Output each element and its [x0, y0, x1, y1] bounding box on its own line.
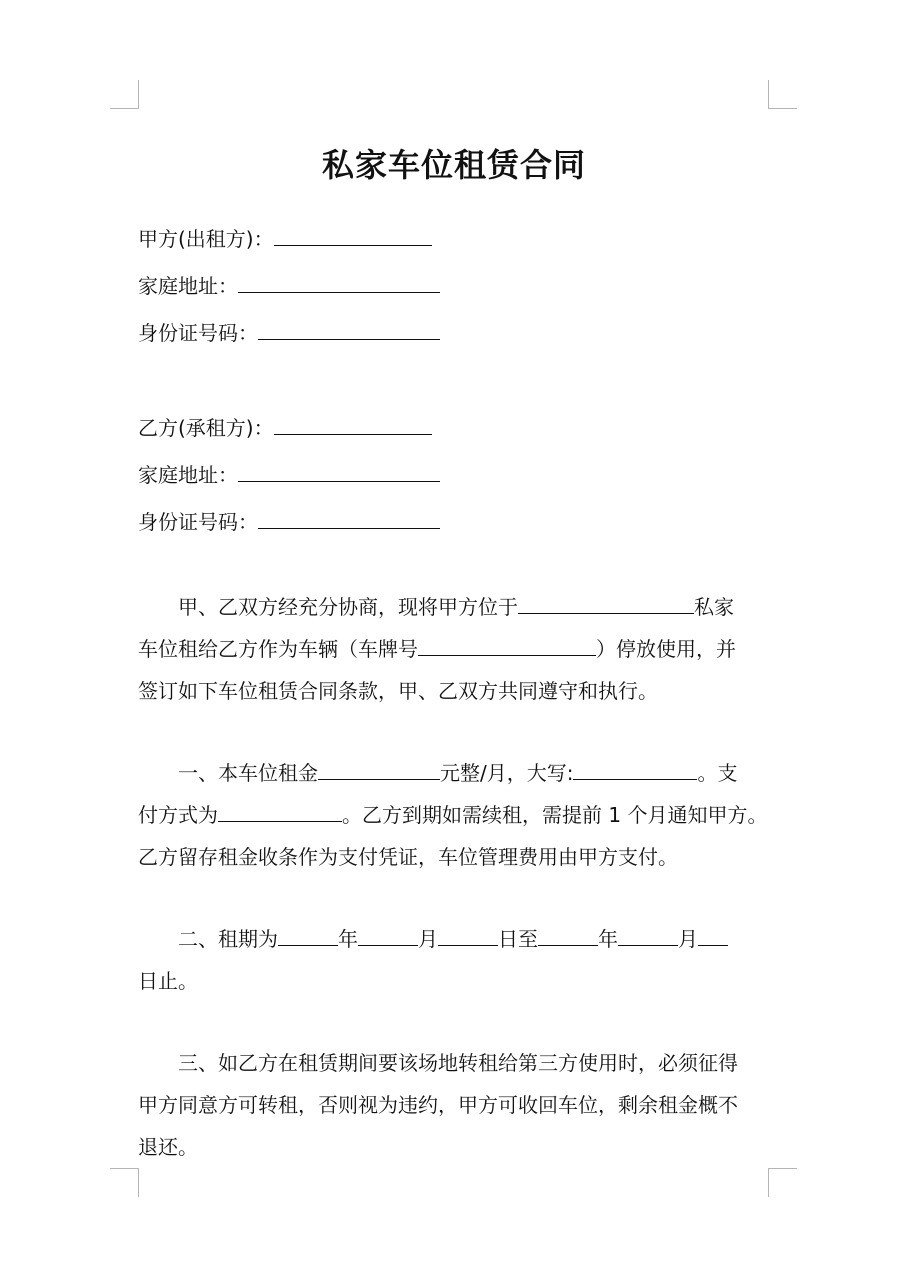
end-month-blank[interactable]	[618, 925, 678, 946]
clause-1-text-1a: 一、本车位租金	[178, 761, 318, 785]
clause-2-paragraph	[138, 918, 778, 1002]
clause-2-year-2: 年	[598, 927, 618, 951]
party-b-id-field	[138, 507, 440, 537]
clause-1-line-3: 乙方留存租金收条作为支付凭证，车位管理费用由甲方支付。	[138, 845, 678, 869]
clause-2-day-to: 日至	[498, 927, 538, 951]
clause-1-text-1b: 元整/月，大写:	[440, 761, 574, 785]
rent-amount-blank[interactable]	[318, 759, 440, 780]
clause-3-line-1: 三、如乙方在租赁期间要该场地转租给第三方使用时，必须征得	[178, 1051, 738, 1075]
crop-mark-top-left	[110, 80, 139, 109]
clause-2-line-2: 日止。	[138, 969, 198, 993]
clause-1-line-2	[138, 794, 778, 836]
party-a-name-field	[138, 224, 432, 254]
end-year-blank[interactable]	[538, 925, 598, 946]
party-b-address-blank[interactable]	[238, 461, 440, 482]
clause-1-text-2a: 付方式为	[138, 803, 218, 827]
clause-2-text-lead: 二、租期为	[178, 927, 278, 951]
crop-mark-bottom-right	[768, 1168, 797, 1197]
party-a-address-label: 家庭地址：	[138, 274, 238, 298]
rent-amount-words-blank[interactable]	[573, 759, 697, 780]
party-b-name-blank[interactable]	[274, 414, 432, 435]
intro-line-2	[138, 628, 778, 670]
party-a-id-field	[138, 318, 440, 348]
clause-2-year-1: 年	[338, 927, 358, 951]
clause-2-month-1: 月	[418, 927, 438, 951]
clause-3-paragraph	[138, 1042, 778, 1168]
clause-1-text-2b: 。乙方到期如需续租，需提前 1 个月通知甲方。	[342, 803, 768, 827]
party-b-id-label: 身份证号码：	[138, 510, 258, 534]
party-a-label: 甲方(出租方)：	[138, 227, 274, 251]
clause-1-text-1c: 。支	[697, 761, 738, 785]
crop-mark-bottom-left	[110, 1168, 139, 1197]
clause-3-line-2: 甲方同意方可转租，否则视为违约，甲方可收回车位，剩余租金概不	[138, 1093, 738, 1117]
party-a-address-blank[interactable]	[238, 272, 440, 293]
intro-line-3: 签订如下车位租赁合同条款，甲、乙双方共同遵守和执行。	[138, 679, 658, 703]
party-a-address-field	[138, 271, 440, 301]
party-a-id-blank[interactable]	[258, 319, 440, 340]
intro-line-1	[138, 586, 778, 628]
clause-1-line-1	[138, 752, 778, 794]
party-b-address-label: 家庭地址：	[138, 463, 238, 487]
plate-number-blank[interactable]	[418, 635, 596, 656]
start-year-blank[interactable]	[278, 925, 338, 946]
intro-text-2b: ）停放使用，并	[596, 637, 736, 661]
party-b-address-field	[138, 460, 440, 490]
intro-text-1a: 甲、乙双方经充分协商，现将甲方位于	[178, 595, 518, 619]
clause-1-paragraph	[138, 752, 778, 878]
intro-text-2a: 车位租给乙方作为车辆（车牌号	[138, 637, 418, 661]
party-b-name-field	[138, 413, 432, 443]
intro-text-1b: 私家	[694, 595, 734, 619]
party-a-name-blank[interactable]	[274, 225, 432, 246]
document-title: 私家车位租赁合同	[321, 146, 586, 184]
payment-method-blank[interactable]	[218, 801, 342, 822]
clause-2-line-1	[138, 918, 778, 960]
party-b-label: 乙方(承租方)：	[138, 416, 274, 440]
intro-paragraph	[138, 586, 778, 712]
start-month-blank[interactable]	[358, 925, 418, 946]
end-day-blank[interactable]	[698, 925, 728, 946]
location-blank[interactable]	[518, 593, 694, 614]
party-b-id-blank[interactable]	[258, 508, 440, 529]
clause-3-line-3: 退还。	[138, 1135, 198, 1159]
clause-2-month-2: 月	[678, 927, 698, 951]
crop-mark-top-right	[768, 80, 797, 109]
start-day-blank[interactable]	[438, 925, 498, 946]
party-a-id-label: 身份证号码：	[138, 321, 258, 345]
